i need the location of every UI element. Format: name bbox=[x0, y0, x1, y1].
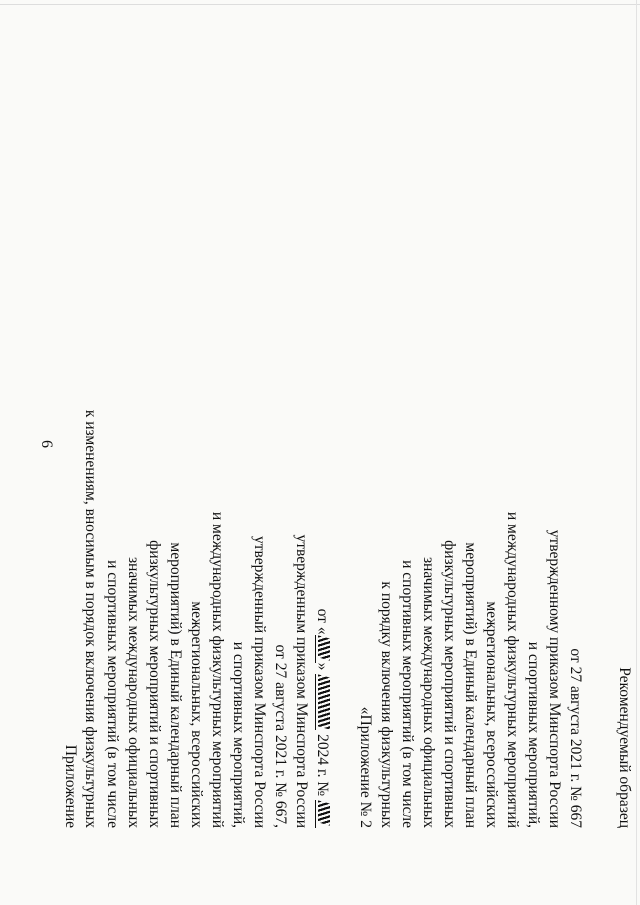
block2-line-7: и спортивных мероприятий, bbox=[525, 641, 542, 828]
block1-line-3: физкультурных мероприятий и спортивных bbox=[146, 540, 163, 828]
date-year: 2024 г. № bbox=[314, 734, 331, 797]
block2-line-6: и международных физкультурных мероприятий bbox=[504, 511, 521, 828]
block2-title: «Приложение № 2 bbox=[357, 706, 374, 828]
block1-line-1: и спортивных мероприятий (в том числе bbox=[104, 560, 121, 828]
block1-title: Приложение bbox=[62, 744, 79, 828]
block2-line-5: межрегиональных, всероссийских bbox=[483, 601, 500, 828]
handwritten-number bbox=[315, 800, 328, 828]
block2-line-9: от 27 августа 2021 г. № 667 bbox=[567, 648, 584, 828]
block1-line-0: к изменениям, вносимым в порядок включения физкультурных bbox=[82, 409, 99, 828]
block2-line-2: значимых международных официальных bbox=[420, 556, 437, 828]
block1-line-5: межрегиональных, всероссийских bbox=[188, 601, 205, 828]
block1-date-line bbox=[312, 609, 332, 828]
block1-line-7: и спортивных мероприятий, bbox=[230, 641, 247, 828]
date-prefix: от « bbox=[314, 608, 331, 635]
block1-line-6: и международных физкультурных мероприятий bbox=[209, 511, 226, 828]
page-number: 6 bbox=[38, 440, 55, 448]
block2-line-4: мероприятий) в Единый календарный план bbox=[462, 542, 479, 828]
date-mid: » bbox=[314, 662, 331, 671]
handwritten-month bbox=[315, 674, 328, 730]
handwritten-day bbox=[315, 635, 328, 663]
block2-line-0: к порядку включения физкультурных bbox=[378, 581, 395, 828]
block1-line-8: утвержденный приказом Минспорта России bbox=[251, 536, 268, 828]
block2-line-3: физкультурных мероприятий и спортивных bbox=[441, 540, 458, 828]
block1-line-9: от 27 августа 2021 г. № 667, bbox=[272, 644, 289, 828]
block2-line-8: утвержденному приказом Минспорта России bbox=[546, 529, 563, 828]
block1-line-10: утвержденным приказом Минспорта России bbox=[293, 534, 310, 828]
recommended-sample-label: Рекомендуемый образец bbox=[616, 667, 633, 828]
block1-line-2: значимых международных официальных bbox=[125, 556, 142, 828]
block2-line-1: и спортивных мероприятий (в том числе bbox=[399, 560, 416, 828]
block1-line-4: мероприятий) в Единый календарный план bbox=[167, 542, 184, 828]
